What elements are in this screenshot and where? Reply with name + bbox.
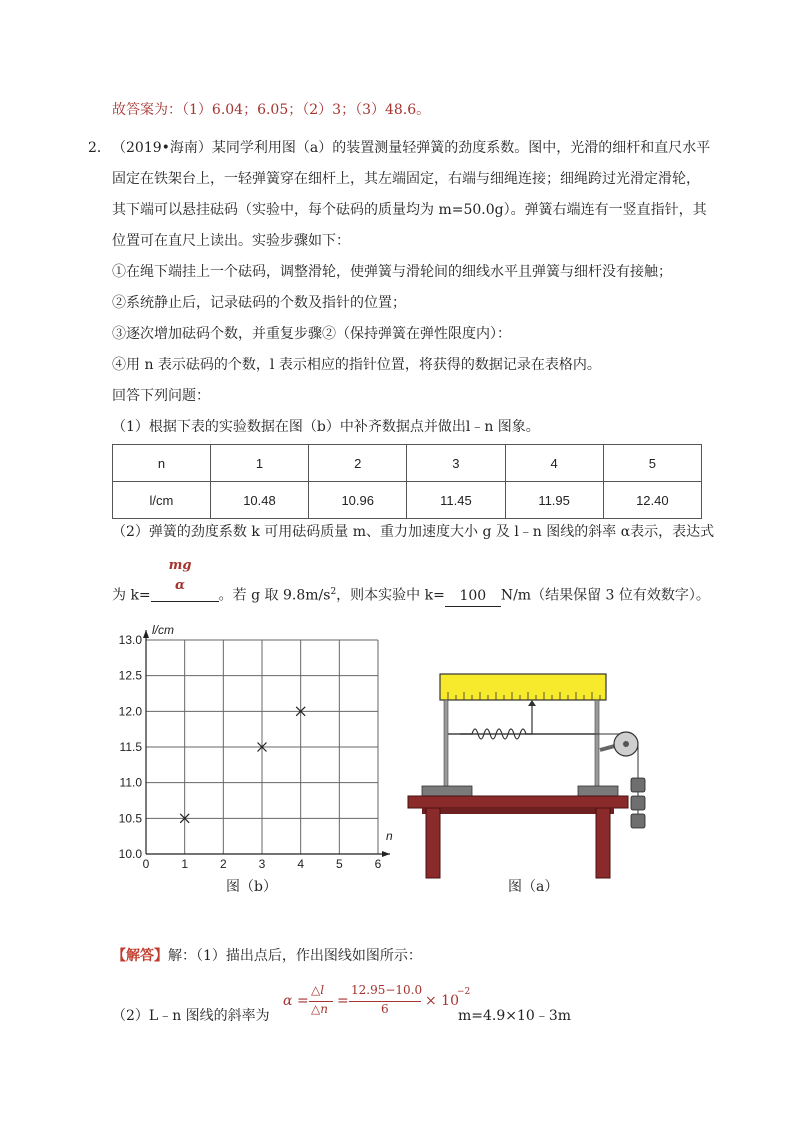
formula-eq: = — [297, 993, 309, 1009]
solution-text-1: 解：（1）描出点后，作出图线如图所示： — [168, 948, 422, 964]
pulley-hub — [623, 741, 629, 747]
table-row — [113, 482, 702, 519]
table-leg — [426, 808, 440, 878]
q2-suffix: N/m（结果保留 3 位有效数字）。 — [500, 587, 710, 604]
q2-prefix: 为 k= — [112, 587, 151, 604]
step-4: ④用 n 表示砝码的个数，l 表示相应的指针位置，将获得的数据记录在表格内。 — [112, 357, 601, 373]
formula-alpha: α — [283, 993, 293, 1009]
weight — [631, 814, 645, 828]
step-2: ②系统静止后，记录砝码的个数及指针的位置； — [112, 295, 406, 311]
question-1: （1）根据下表的实验数据在图（b）中补齐数据点并做出l﹣n 图象。 — [112, 419, 540, 435]
table-apron — [422, 808, 614, 814]
table-cell: 10.96 — [309, 482, 407, 519]
y-tick-label: 13.0 — [118, 633, 142, 647]
ruler — [440, 674, 606, 700]
graph-b-caption: 图（b） — [226, 879, 277, 895]
formula-eq-2: = — [337, 993, 349, 1009]
solution-tag: 【解答】 — [112, 948, 168, 964]
q2-mid: 。若 g 取 9.8m/s — [218, 587, 331, 604]
weight — [631, 796, 645, 810]
answer-prompt: 回答下列问题： — [112, 388, 210, 404]
x-tick-label: 4 — [297, 857, 305, 871]
table-cell: 3 — [407, 445, 505, 482]
problem-line-1: （2019•海南）某同学利用图（a）的装置测量轻弹簧的劲度系数。图中，光滑的细杆和直尺水平 — [112, 140, 711, 156]
right-stand-rod — [595, 700, 599, 788]
y-tick-label: 10.5 — [118, 811, 142, 826]
graph-b — [108, 620, 398, 890]
step-1: ①在绳下端挂上一个砝码，调整滑轮，使弹簧与滑轮间的细线水平且弹簧与细杆没有接触； — [112, 264, 672, 280]
weight — [631, 778, 645, 792]
formula-den: 6 — [381, 1002, 389, 1016]
answer-line: 故答案为：（1）6.04；6.05；（2）3；（3）48.6。 — [112, 102, 431, 118]
problem-line-2: 固定在铁架台上，一轻弹簧穿在细杆上，其左端固定，右端与细绳连接；细绳跨过光滑定滑轮， — [112, 171, 700, 187]
formula-num: 12.95−10.0 — [351, 983, 423, 997]
y-tick-label: 11.5 — [119, 740, 142, 754]
solution-line-2-prefix: （2）L﹣n 图线的斜率为 — [112, 1008, 270, 1024]
solution-line-2-suffix: m=4.9×10﹣3m — [458, 1008, 571, 1024]
y-tick-label: 12.0 — [118, 704, 142, 719]
formula-dl: △l — [311, 983, 325, 997]
y-axis-arrow — [143, 630, 149, 638]
pointer-tip — [528, 700, 536, 706]
table-row — [113, 445, 702, 482]
table-cell: 5 — [603, 445, 701, 482]
table-cell: 1 — [210, 445, 308, 482]
question-2-line-1: （2）弹簧的劲度系数 k 可用砝码质量 m、重力加速度大小 g 及 l﹣n 图线的斜率 α表示，表达式 — [112, 524, 715, 540]
q2-answer: 100 — [445, 586, 501, 607]
table-cell: 11.95 — [505, 482, 603, 519]
left-stand-base — [422, 786, 472, 796]
k-numerator: mg — [168, 558, 192, 573]
left-stand-rod — [444, 700, 448, 788]
formula-tail: × 10 — [425, 993, 459, 1009]
y-tick-label: 11.0 — [119, 775, 142, 790]
problem-line-3: 其下端可以悬挂砝码（实验中，每个砝码的质量均为 m=50.0g）。弹簧右端连有一竖直指针，其 — [112, 202, 707, 218]
table-top — [408, 796, 628, 808]
step-3: ③逐次增加砝码个数，并重复步骤②（保持弹簧在弹性限度内）： — [112, 326, 511, 342]
table-cell: 12.40 — [603, 482, 701, 519]
table-cell: l/cm — [113, 482, 211, 519]
table-cell: 10.48 — [210, 482, 308, 519]
solution-line-1 — [112, 946, 422, 966]
question-2-line-2 — [112, 582, 710, 607]
right-stand-base — [578, 786, 618, 796]
k-denominator: α — [174, 578, 185, 593]
x-axis-arrow — [382, 851, 390, 857]
table-cell: 11.45 — [407, 482, 505, 519]
y-axis-label: l/cm — [152, 623, 174, 637]
y-tick-label: 12.5 — [118, 668, 142, 683]
q2-blank-1 — [151, 587, 219, 602]
data-table — [112, 444, 702, 519]
x-tick-label: 1 — [181, 857, 189, 871]
problem-number: 2． — [88, 140, 111, 156]
x-tick-label: 2 — [219, 857, 227, 871]
problem-line-4: 位置可在直尺上读出。实验步骤如下： — [112, 233, 350, 249]
x-tick-label: 5 — [335, 857, 343, 871]
q2-mid-2: ，则本实验中 k= — [336, 587, 445, 604]
figure-a-caption: 图（a） — [508, 879, 559, 895]
apparatus-figure-a — [400, 660, 660, 880]
y-tick-label: 10.0 — [118, 847, 142, 861]
x-tick-label: 6 — [374, 857, 382, 871]
x-tick-label: 3 — [258, 857, 266, 871]
x-tick-label: 0 — [142, 857, 150, 871]
formula-dn: △n — [311, 1002, 328, 1016]
q2-sup: 2 — [330, 587, 337, 597]
formula-exp: −2 — [457, 987, 471, 997]
x-axis-label: n — [386, 829, 393, 843]
table-cell: n — [113, 445, 211, 482]
table-cell: 2 — [309, 445, 407, 482]
table-cell: 4 — [505, 445, 603, 482]
table-leg — [596, 808, 610, 878]
